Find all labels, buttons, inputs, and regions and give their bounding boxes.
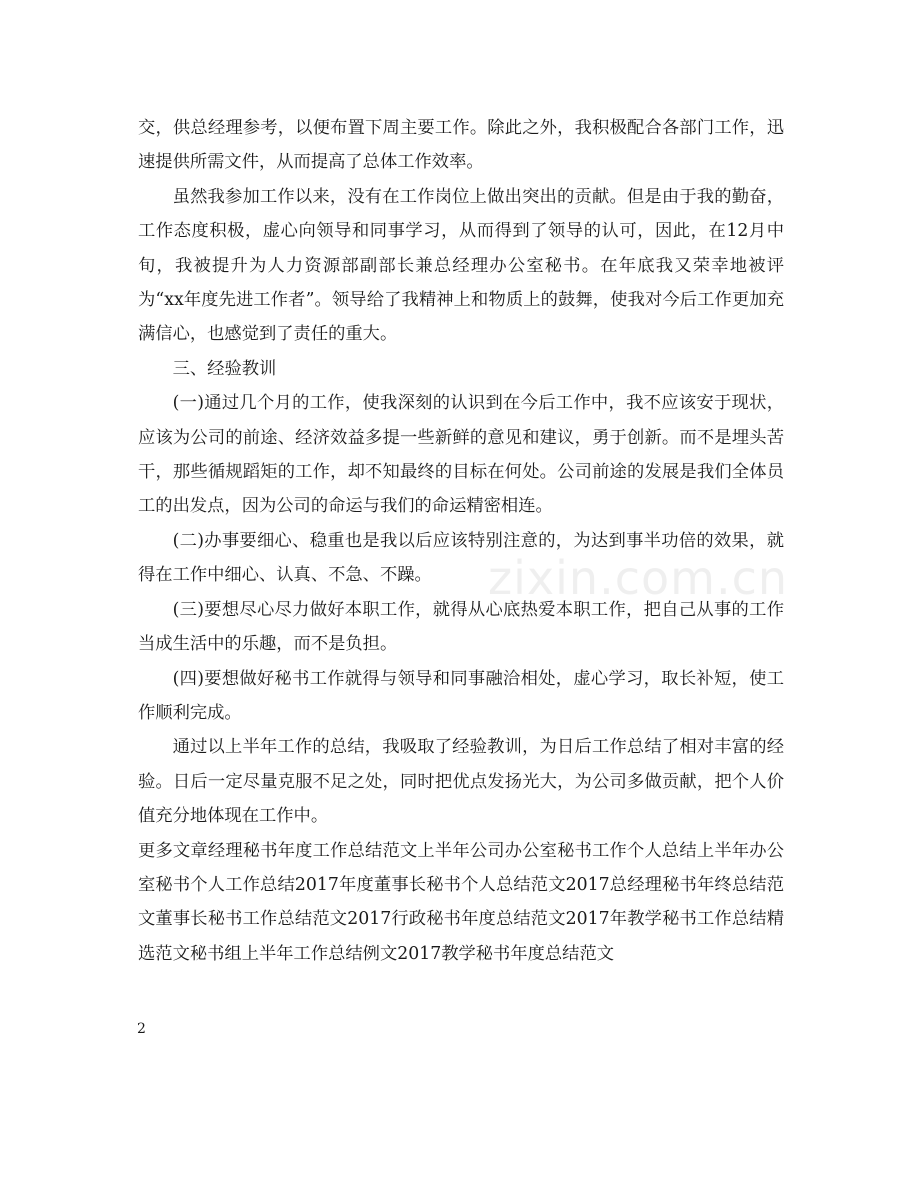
paragraph-lesson-2: (二)办事要细心、稳重也是我以后应该特别注意的，为达到事半功倍的效果，就得在工作中细心、认真、不急、不躁。 <box>138 530 784 586</box>
page-number: 2 <box>137 1021 146 1037</box>
paragraph-lesson-4: (四)要想做好秘书工作就得与领导和同事融洽相处，虚心学习，取长补短，使工作顺利完成。 <box>138 668 784 723</box>
paragraph-conclusion: 通过以上半年工作的总结，我吸取了经验教训，为日后工作总结了相对丰富的经验。日后一定尽量克服不足之处，同时把优点发扬光大，为公司多做贡献，把个人价值充分地体现在工作中。 <box>138 737 784 827</box>
paragraph-continuation: 交，供总经理参考，以便布置下周主要工作。除此之外，我积极配合各部门工作，迅速提供所需文件，从而提高了总体工作效率。 <box>138 118 784 173</box>
paragraph-contribution: 虽然我参加工作以来，没有在工作岗位上做出突出的贡献。但是由于我的勤奋，工作态度积极，虚心向领导和同事学习，从而得到了领导的认可，因此，在12月中旬，我被提升为人力资源部副部长兼总经理办公室秘书。在年底我又荣幸地被评为“xx年度先进工作者”。领导给了我精神上和物质上的鼓舞，使我对今后工作更加充满信心，也感觉到了责任的重大。 <box>138 186 784 345</box>
document-body <box>138 111 784 971</box>
paragraph-lesson-3: (三)要想尽心尽力做好本职工作，就得从心底热爱本职工作，把自己从事的工作当成生活中的乐趣，而不是负担。 <box>138 599 784 655</box>
section-heading-lessons: 三、经验教训 <box>172 358 277 379</box>
paragraph-lesson-1: (一)通过几个月的工作，使我深刻的认识到在今后工作中，我不应该安于现状，应该为公司的前途、经济效益多提一些新鲜的意见和建议，勇于创新。而不是埋头苦干，那些循规蹈矩的工作，却不知最终的目标在何处。公司前途的发展是我们全体员工的出发点，因为公司的命运与我们的命运精密相连。 <box>138 393 784 517</box>
related-articles-text: 更多文章经理秘书年度工作总结范文上半年公司办公室秘书工作个人总结上半年办公室秘书个人工作总结2017年度董事长秘书个人总结范文2017总经理秘书年终总结范文董事长秘书工作总结范文2017行政秘书年度总结范文2017年教学秘书工作总结精选范文秘书组上半年工作总结例文2017教学秘书年度总结范文 <box>138 840 784 964</box>
watermark-text: zixin.com.cn <box>488 551 789 605</box>
